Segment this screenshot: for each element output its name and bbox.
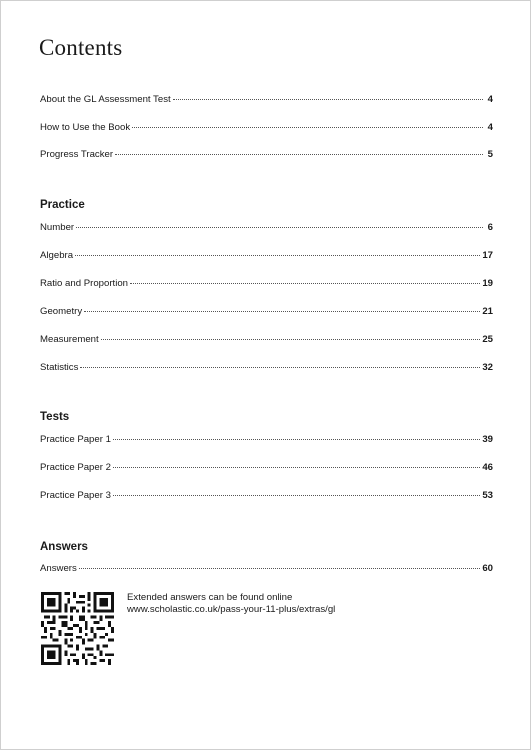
toc-entry[interactable] [40, 94, 493, 106]
dot-leader [173, 99, 483, 100]
section-heading-tests: Tests [40, 411, 70, 423]
toc-entry-page: 46 [482, 462, 493, 473]
page-title: Contents [39, 35, 123, 60]
dot-leader [76, 227, 483, 228]
dot-leader [84, 311, 480, 312]
toc-entry[interactable] [40, 306, 493, 318]
dot-leader [132, 127, 483, 128]
toc-entry-label: Practice Paper 1 [40, 434, 111, 445]
toc-entry-page: 6 [487, 222, 493, 233]
toc-entry[interactable] [40, 563, 493, 575]
toc-entry[interactable] [40, 334, 493, 346]
toc-entry[interactable] [40, 278, 493, 290]
toc-entry-page: 39 [482, 434, 493, 445]
toc-entry-label: Ratio and Proportion [40, 278, 128, 289]
toc-entry-label: Answers [40, 563, 77, 574]
toc-entry-page: 53 [482, 490, 493, 501]
online-answers-text: Extended answers can be found online [127, 592, 293, 603]
section-heading-practice: Practice [40, 199, 85, 211]
toc-entry-label: Geometry [40, 306, 83, 317]
dot-leader [115, 154, 483, 155]
dot-leader [113, 467, 480, 468]
toc-entry-page: 5 [487, 149, 493, 160]
toc-entry-page: 21 [482, 306, 493, 317]
toc-entry[interactable] [40, 250, 493, 262]
toc-entry-page: 25 [482, 334, 493, 345]
toc-entry-label: About the GL Assessment Test [40, 94, 171, 105]
dot-leader [79, 568, 481, 569]
dot-leader [113, 439, 480, 440]
toc-entry-page: 19 [482, 278, 493, 289]
toc-entry-label: Progress Tracker [40, 149, 114, 160]
dot-leader [101, 339, 481, 340]
toc-entry[interactable] [40, 222, 493, 234]
qr-code-icon [41, 592, 114, 665]
toc-entry-page: 4 [487, 122, 493, 133]
toc-entry[interactable] [40, 122, 493, 134]
online-answers-note [127, 592, 335, 616]
dot-leader [75, 255, 480, 256]
toc-entry-page: 60 [482, 563, 493, 574]
toc-entry-label: How to Use the Book [40, 122, 131, 133]
toc-entry-label: Algebra [40, 250, 74, 261]
toc-entry-label: Measurement [40, 334, 99, 345]
toc-entry-page: 32 [482, 362, 493, 373]
toc-entry-label: Number [40, 222, 75, 233]
toc-entry[interactable] [40, 434, 493, 446]
toc-entry-label: Practice Paper 2 [40, 462, 111, 473]
toc-entry-label: Statistics [40, 362, 79, 373]
toc-entry[interactable] [40, 362, 493, 374]
dot-leader [113, 495, 480, 496]
online-answers-url[interactable]: www.scholastic.co.uk/pass-your-11-plus/extras/gl [127, 604, 336, 615]
toc-entry-page: 4 [487, 94, 493, 105]
toc-entry[interactable] [40, 490, 493, 502]
section-heading-answers: Answers [40, 541, 88, 553]
toc-entry[interactable] [40, 462, 493, 474]
dot-leader [80, 367, 480, 368]
toc-entry[interactable] [40, 149, 493, 161]
toc-entry-label: Practice Paper 3 [40, 490, 111, 501]
toc-entry-page: 17 [482, 250, 493, 261]
dot-leader [130, 283, 480, 284]
